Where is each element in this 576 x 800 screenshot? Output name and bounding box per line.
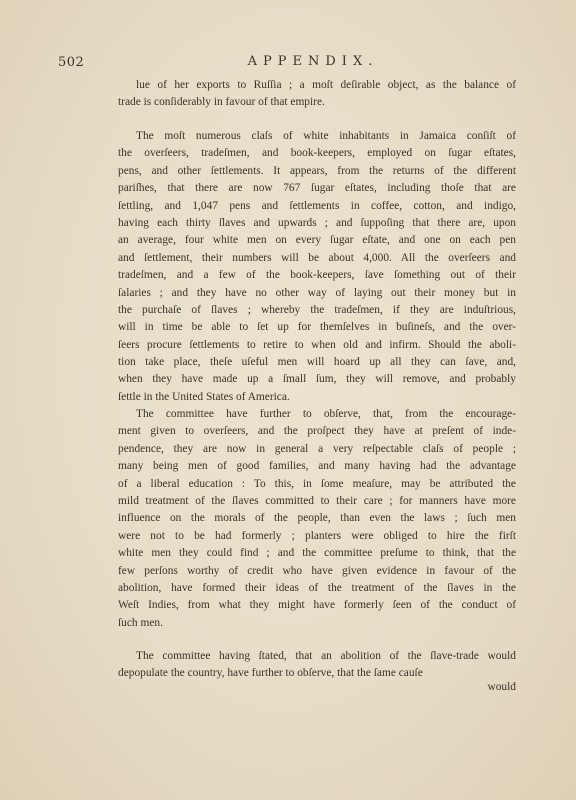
text-line: ſuch men. [118,616,163,629]
text-line: ſalaries ; and they have no other way of laying out their money but in [118,286,516,299]
text-line: of a liberal education : To this, in ſome meaſure, may be attributed the [118,477,516,490]
text-line: pendence, they are now in general a very reſpectable claſs of people ; [118,442,516,455]
text-line: lue of her exports to Ruſſia ; a moſt deſirable object, as the balance of [136,79,516,91]
paragraph-2 [118,128,516,406]
paragraph-4 [118,648,516,683]
text-line: having each thirty ſlaves and upwards ; and ſuppoſing that there are, upon [118,216,516,229]
paragraph-3 [118,406,516,632]
text-line: ſettling, and 1,047 pens and ſettlements in coffee, cotton, and indigo, [118,199,516,212]
text-line: ment given to overſeers, and the proſpect they have at preſent of inde- [118,425,516,438]
text-line: the purchaſe of ſlaves ; whereby the tradeſmen, if they are induſtrious, [118,303,516,316]
text-line: many being men of good families, and many having had the advantage [118,460,516,473]
catchword: would [487,681,516,693]
text-line: when they have made up a ſmall ſum, they will remove, and probably [118,373,516,386]
paragraph-1 [118,77,516,112]
text-line: were not to be had formerly ; planters were obliged to hire the firſt [118,529,516,542]
text-line: The committee having ſtated, that an abolition of the ſlave-trade would [136,650,516,662]
text-line: pariſhes, that there are now 767 ſugar eſtates, including thoſe that are [118,182,516,195]
text-line: The moſt numerous claſs of white inhabitants in Jamaica conſiſt of [136,130,516,142]
text-line: white men they could find ; and the committee preſume to think, that the [118,547,516,560]
text-line: pens, and other ſettlements. It appears, from the returns of the different [118,164,516,177]
text-line: will in time be able to ſet up for themſelves in buſineſs, and the over- [118,321,516,334]
text-line: ſeers procure ſettlements to retire to when old and infirm. Should the aboli- [118,338,516,351]
text-line: The committee have further to obſerve, that, from the encourage- [136,408,516,420]
text-line: influence on the morals of the people, than even the laws ; ſuch men [118,512,516,525]
page-number: 502 [58,55,85,70]
running-head: APPENDIX. [247,54,379,69]
text-line: and ſettlement, their numbers will be about 4,000. All the overſeers and [118,251,516,264]
text-line: trade is conſiderably in favour of that empire. [118,96,325,109]
text-line: depopulate the country, have further to obſerve, that the ſame cauſe [118,667,423,680]
text-line: an average, four white men on every ſugar eſtate, and one on each pen [118,234,516,247]
text-line: the overſeers, tradeſmen, and book-keepers, employed on ſugar eſtates, [118,147,516,160]
text-line: mild treatment of the ſlaves committed to their care ; for manners have more [118,494,516,507]
text-line: abolition, have formed their ideas of the treatment of the ſlaves in the [118,581,516,594]
text-line: ſettle in the United States of America. [118,390,290,403]
text-line: tion take place, theſe uſeful men will hoard up all they can ſave, and, [118,356,516,369]
text-line: few perſons worthy of credit who have given evidence in favour of the [118,564,516,577]
text-line: Weſt Indies, from what they might have formerly ſeen of the conduct of [118,599,516,612]
text-line: tradeſmen, and a few of the book-keepers, ſave ſomething out of their [118,269,516,282]
